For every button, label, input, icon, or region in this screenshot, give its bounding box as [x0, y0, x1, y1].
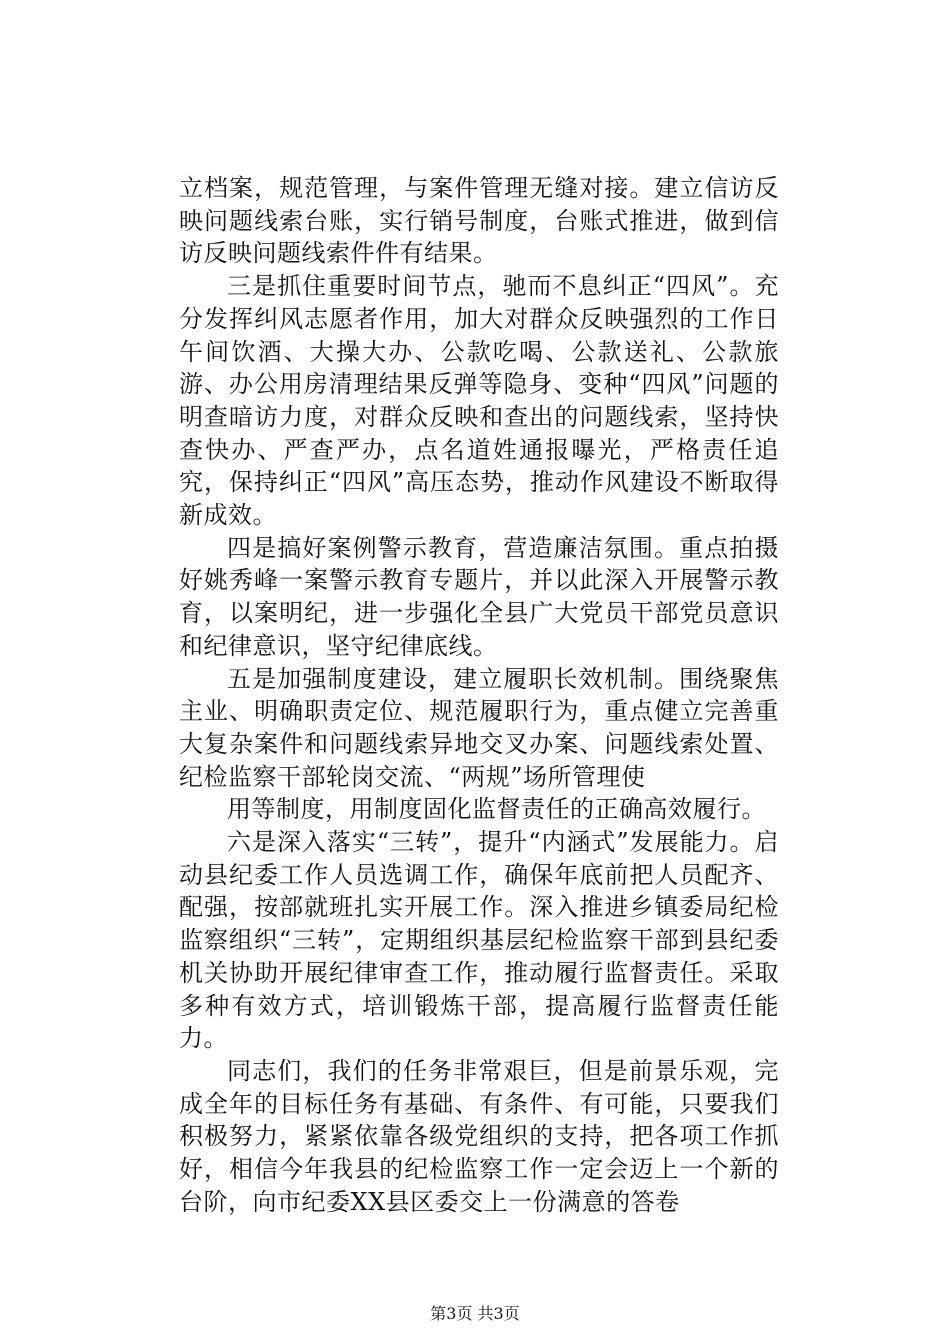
paragraph-continuation: 立档案，规范管理，与案件管理无缝对接。建立信访反映问题线索台账，实行销号制度，台账式推进，做到信访反映问题线索件件有结果。	[179, 174, 779, 268]
document-body	[179, 172, 779, 1219]
paragraph-three-transformations: 六是深入落实“三转”，提升“内涵式”发展能力。启动县纪委工作人员选调工作，确保年底前把人员配齐、配强，按部就班扎实开展工作。深入推进乡镇委局纪检监察组织“三转”，定期组织基层纪检监察干部到县纪委机关协助开展纪律审查工作，推动履行监督责任。采取多种有效方式，培训锻炼干部，提高履行监督责任能力。	[179, 828, 779, 1053]
paragraph-closing: 同志们，我们的任务非常艰巨，但是前景乐观，完成全年的目标任务有基础、有条件、有可能，只要我们积极努力，紧紧依靠各级党组织的支持，把各项工作抓好，相信今年我县的纪检监察工作一定会迈上一个新的台阶，向市纪委XX县区委交上一份满意的答卷	[179, 1056, 779, 1216]
paragraph-four-winds: 三是抓住重要时间节点，驰而不息纠正“四风”。充分发挥纠风志愿者作用，加大对群众反映强烈的工作日午间饮酒、大操大办、公款吃喝、公款送礼、公款旅游、办公用房清理结果反弹等隐身、变种“四风”问题的明查暗访力度，对群众反映和查出的问题线索，坚持快查快办、严查严办，点名道姓通报曝光，严格责任追究，保持纠正“四风”高压态势，推动作风建设不断取得新成效。	[179, 272, 779, 530]
paragraph-system-building-cont: 用等制度，用制度固化监督责任的正确高效履行。	[227, 795, 766, 824]
page-number: 第3页 共3页	[430, 1304, 520, 1323]
paragraph-warning-education: 四是搞好案例警示教育，营造廉洁氛围。重点拍摄好姚秀峰一案警示教育专题片，并以此深入开展警示教育，以案明纪，进一步强化全县广大党员干部党员意识和纪律意识，坚守纪律底线。	[179, 533, 779, 660]
page-footer	[0, 1304, 950, 1324]
paragraph-system-building: 五是加强制度建设，建立履职长效机制。围绕聚焦主业、明确职责定位、规范履职行为，重点健立完善重大复杂案件和问题线索异地交叉办案、问题线索处置、纪检监察干部轮岗交流、“两规”场所管理使	[179, 664, 779, 791]
